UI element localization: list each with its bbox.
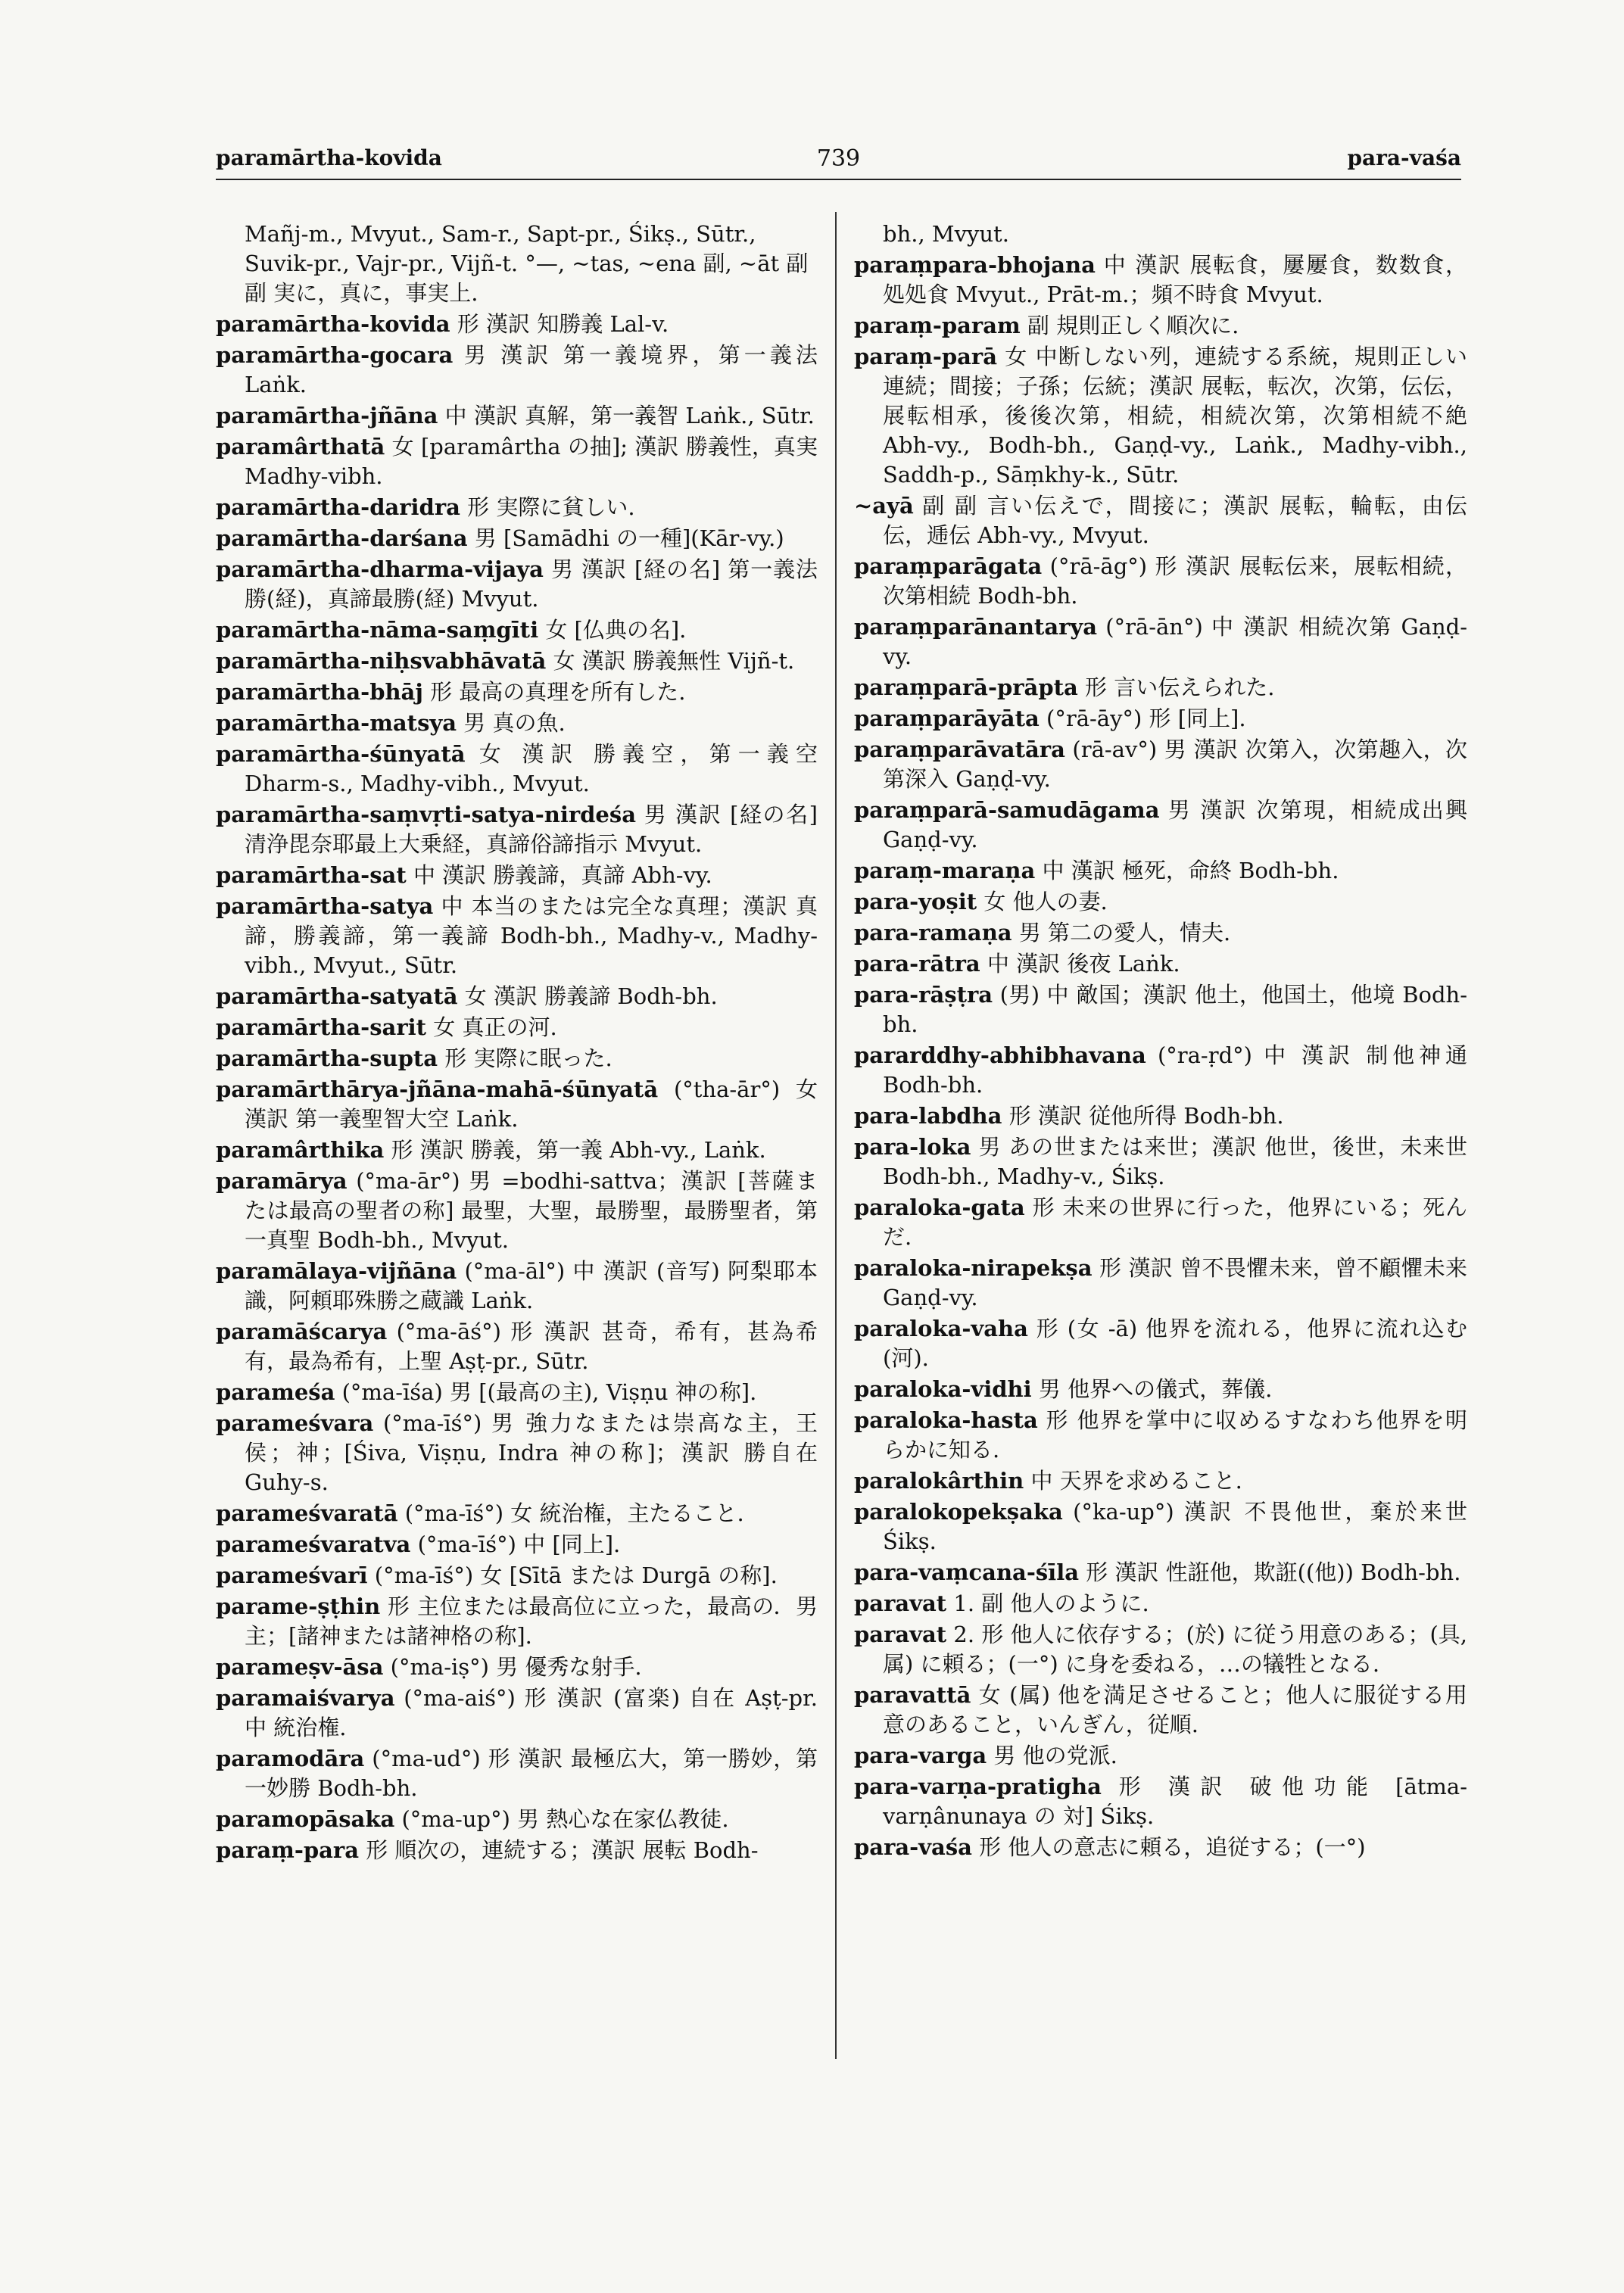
column-divider <box>835 212 837 2059</box>
definition: 男 漢訳 第一義境界，第一義法 Laṅk. <box>245 342 818 397</box>
definition: 形 漢訳 知勝義 Lal-v. <box>457 311 669 337</box>
dictionary-entry <box>216 1592 818 1651</box>
dictionary-entry <box>854 735 1467 794</box>
dictionary-entry <box>854 1314 1467 1373</box>
definition: 中 漢訳 真解，第一義智 Laṅk., Sūtr. <box>444 403 815 428</box>
definition: (°ma-iṣ°) 男 優秀な射手. <box>390 1654 642 1680</box>
headword: paraṃparā-samudāgama <box>854 797 1160 823</box>
headword: paraṃparāgata <box>854 553 1043 579</box>
dictionary-entry <box>854 918 1467 948</box>
dictionary-entry <box>854 796 1467 855</box>
dictionary-entry <box>216 1499 818 1528</box>
definition: 男 他界への儀式，葬儀. <box>1038 1376 1273 1402</box>
dictionary-entry <box>854 1041 1467 1100</box>
definition: 女 中断しない列，連続する系統，規則正しい連続；間接；子孫；伝統；漢訳 展転，転次，次第，伝伝，展転相承，後後次第，相続，相続次第，次第相続不絶 Abh-vy., Bodh-bh., Gaṇḍ-vy., Laṅk., Madhy-vibh., Saddh-p., Sāṃkhy-k., Sūtr. <box>883 344 1467 488</box>
definition: 女 [仏典の名]. <box>545 617 687 643</box>
dictionary-entry <box>854 980 1467 1039</box>
definition: (°ra-ṛd°) 中 漢訳 制他神通 Bodh-bh. <box>883 1042 1467 1098</box>
running-head <box>216 145 1461 176</box>
definition: (°rā-āg°) 形 漢訳 展転伝来，展転相続，次第相続 Bodh-bh. <box>883 553 1467 609</box>
dictionary-entry <box>216 1136 818 1165</box>
headword: paramârthika <box>216 1137 385 1163</box>
dictionary-entry <box>216 1378 818 1407</box>
dictionary-entry <box>216 524 818 553</box>
headword: parameśvarī <box>216 1562 368 1588</box>
definition: 中 漢訳 勝義諦，真諦 Abh-vy. <box>413 862 712 888</box>
definition: 中 漢訳 後夜 Laṅk. <box>987 951 1180 977</box>
headword: para-vaṃcana-śīla <box>854 1559 1080 1585</box>
definition: 形 漢訳 勝義，第一義 Abh-vy., Laṅk. <box>391 1137 766 1163</box>
definition: 形 他人の意志に頼る，追従する；(一°) <box>979 1834 1366 1860</box>
dictionary-entry <box>854 673 1467 703</box>
definition: 形 実際に眠った. <box>444 1045 613 1071</box>
definition: 形 漢訳 曾不畏懼未来，曾不顧懼未来 Gaṇḍ-vy. <box>883 1255 1468 1310</box>
dictionary-entry <box>854 1497 1467 1556</box>
dictionary-entry <box>854 1589 1467 1618</box>
dictionary-entry <box>854 1681 1467 1740</box>
definition: 女 真正の河. <box>433 1014 557 1040</box>
definition: 中 本当のまたは完全な真理；漢訳 真諦，勝義諦，第一義諦 Bodh-bh., Madhy-v., Madhy-vibh., Mvyut., Sūtr. <box>245 893 818 978</box>
running-head-left: paramārtha-kovida <box>216 145 442 170</box>
dictionary-entry <box>216 555 818 614</box>
definition: 男 漢訳 次第現，相続成出興 Gaṇḍ-vy. <box>883 797 1467 852</box>
definition: (男) 中 敵国；漢訳 他土，他国土，他境 Bodh-bh. <box>883 982 1468 1037</box>
page-number: 739 <box>816 145 861 172</box>
dictionary-entry <box>854 1741 1467 1771</box>
dictionary-entry <box>216 740 818 799</box>
definition: (°ma-ār°) 男 =bodhi-sattva；漢訳 [菩薩または最高の聖者の称] 最聖，大聖，最勝聖，最勝聖者，第一真聖 Bodh-bh., Mvyut. <box>245 1168 818 1253</box>
headword: paramārtha-nāma-saṃgīti <box>216 617 539 643</box>
headword: paramārtha-matsya <box>216 710 457 736</box>
headword: para-vaśa <box>854 1834 972 1860</box>
dictionary-entry <box>854 1101 1467 1131</box>
definition: 形 漢訳 破他功能 [ātma-varṇânunaya の 対] Śikṣ. <box>883 1774 1468 1829</box>
headword: parameśvara <box>216 1410 374 1436</box>
definition: 形 実際に貧しい. <box>467 494 635 520</box>
dictionary-entry <box>216 1013 818 1042</box>
dictionary-entry <box>854 251 1467 310</box>
headword: paravat <box>854 1590 947 1616</box>
header-rule <box>216 179 1461 180</box>
definition: 形 主位または最高位に立った，最高の．男 主；[諸神または諸神格の称]. <box>245 1594 818 1649</box>
definition: 男 漢訳 [経の名] 第一義法勝(経)，真諦最勝(経) Mvyut. <box>245 556 818 612</box>
dictionary-entry <box>216 1653 818 1682</box>
definition: (°rā-āy°) 形 [同上]. <box>1046 706 1246 731</box>
dictionary-entry <box>854 1193 1467 1252</box>
dictionary-entry <box>216 646 818 676</box>
headword: parameṣv-āsa <box>216 1654 384 1680</box>
definition: 1. 副 他人のように. <box>953 1590 1149 1616</box>
definition: 2. 形 他人に依存する；(於) に従う用意のある；(具,属) に頼る；(一°) に身を委ねる，…の犠牲となる. <box>883 1622 1467 1677</box>
headword: parame-ṣṭhin <box>216 1594 381 1619</box>
headword: paramārtha-saṃvṛti-satya-nirdeśa <box>216 802 636 827</box>
headword: paraloka-vidhi <box>854 1376 1032 1402</box>
headword: paramārtha-śūnyatā <box>216 741 466 767</box>
headword: paramārtha-sarit <box>216 1014 427 1040</box>
definition: (°ma-īśa) 男 [(最高の主), Viṣṇu 神の称]. <box>341 1379 757 1405</box>
headword: paramârthatā <box>216 434 385 460</box>
definition: 中 漢訳 展転食，屢屢食，数数食，処処食 Mvyut., Prāt-m.；頻不時食 Mvyut. <box>883 252 1468 307</box>
definition: (°ka-up°) 漢訳 不畏他世，棄於来世 Śikṣ. <box>883 1499 1468 1554</box>
dictionary-entry <box>854 1132 1467 1192</box>
headword: paramārtha-bhāj <box>216 679 423 705</box>
definition: (°ma-up°) 男 熱心な在家仏教徒. <box>401 1806 729 1832</box>
headword: paramārtha-dharma-vijaya <box>216 556 544 582</box>
dictionary-entry <box>216 432 818 491</box>
definition: 形 漢訳 従他所得 Bodh-bh. <box>1008 1103 1284 1129</box>
headword: para-rāṣṭra <box>854 982 993 1008</box>
dictionary-entry <box>216 1836 818 1865</box>
definition: 副 副 言い伝えで，間接に；漢訳 展転，輪転，由伝伝，逓伝 Abh-vy., Mvyut. <box>883 493 1468 548</box>
definition: 男 あの世または来世；漢訳 他世，後世，未来世 Bodh-bh., Madhy-v., Śikṣ. <box>883 1134 1468 1189</box>
headword: paraṃparāyāta <box>854 706 1040 731</box>
headword: paraṃparāvatāra <box>854 737 1065 762</box>
headword: parameśvaratā <box>216 1500 398 1526</box>
headword: paralokopekṣaka <box>854 1499 1063 1525</box>
dictionary-entry <box>216 341 818 400</box>
dictionary-entry <box>854 1406 1467 1465</box>
headword: paramārtha-darśana <box>216 525 468 551</box>
headword: paraloka-vaha <box>854 1316 1028 1341</box>
definition: (°ma-īś°) 男 強力なまたは崇高な主，王侯；神；[Śiva, Viṣṇu, Indra 神の称]；漢訳 勝自在 Guhy-s. <box>245 1410 818 1495</box>
dictionary-entry <box>216 892 818 980</box>
dictionary-entry <box>854 1466 1467 1496</box>
headword: paramodāra <box>216 1746 365 1771</box>
headword: paraṃ-maraṇa <box>854 858 1036 883</box>
headword: pararddhy-abhibhavana <box>854 1042 1146 1068</box>
headword: paraṃparānantarya <box>854 614 1098 640</box>
definition: 男 第二の愛人，情夫. <box>1018 920 1231 946</box>
definition: 副 規則正しく順次に. <box>1027 313 1239 338</box>
headword: paraloka-nirapekṣa <box>854 1255 1093 1281</box>
headword: paramālaya-vijñāna <box>216 1258 457 1284</box>
definition: (°ma-īś°) 女 統治権，主たること. <box>404 1500 744 1526</box>
dictionary-entry <box>216 401 818 431</box>
definition: (°tha-ār°) 女 漢訳 第一義聖智大空 Laṅk. <box>245 1076 818 1132</box>
definition: 形 最高の真理を所有した. <box>430 679 686 705</box>
headword: paramārtha-sat <box>216 862 407 888</box>
headword: paraṃ-para <box>216 1837 359 1863</box>
dictionary-entry <box>854 491 1467 550</box>
headword: paramārtha-satyatā <box>216 983 458 1009</box>
definition: 形 順次の，連続する；漢訳 展転 Bodh- <box>366 1837 759 1863</box>
headword: para-varṇa-pratigha <box>854 1774 1102 1799</box>
headword: paramārthārya-jñāna-mahā-śūnyatā <box>216 1076 659 1102</box>
definition: 形 他界を掌中に収めるすなわち他界を明らかに知る. <box>883 1407 1467 1463</box>
headword: paramārtha-jñāna <box>216 403 438 428</box>
headword: para-rātra <box>854 951 980 977</box>
headword: ~ayā <box>854 493 914 519</box>
headword: para-varga <box>854 1743 987 1768</box>
definition: (°ma-īś°) 女 [Sītā または Durgā の称]. <box>374 1562 778 1588</box>
definition: 中 漢訳 極死，命終 Bodh-bh. <box>1042 858 1339 883</box>
dictionary-entry <box>216 1684 818 1743</box>
dictionary-entry <box>216 861 818 890</box>
dictionary-entry <box>854 342 1467 490</box>
headword: para-ramaṇa <box>854 920 1012 946</box>
headword: paramārya <box>216 1168 348 1194</box>
definition: 男 他の党派. <box>993 1743 1117 1768</box>
dictionary-entry <box>216 1167 818 1255</box>
headword: para-loka <box>854 1134 971 1160</box>
definition: 女 (属) 他を満足させること；他人に服従する用意のあること，いんぎん，従順. <box>883 1682 1467 1737</box>
definition: (°ma-āl°) 中 漢訳 (音写) 阿梨耶本識，阿頼耶殊勝之蔵識 Laṅk. <box>245 1258 818 1313</box>
dictionary-entry <box>216 1744 818 1803</box>
running-head-right: para-vaśa <box>1347 145 1461 170</box>
definition: (°ma-ud°) 形 漢訳 最極広大，第一勝妙，第一妙勝 Bodh-bh. <box>245 1746 818 1801</box>
dictionary-entry <box>216 982 818 1011</box>
headword: para-yoṣit <box>854 889 977 914</box>
definition: 女 [paramârtha の抽]; 漢訳 勝義性，真実 Madhy-vibh. <box>245 434 818 489</box>
dictionary-entry <box>854 311 1467 341</box>
definition: 女 漢訳 勝義無性 Vijñ-t. <box>553 648 795 674</box>
dictionary-entry <box>216 1805 818 1834</box>
dictionary-entry <box>854 1558 1467 1587</box>
headword: paramaiśvarya <box>216 1685 395 1711</box>
dictionary-entry <box>216 1044 818 1073</box>
headword: paraṃ-param <box>854 313 1021 338</box>
left-column <box>216 220 818 1867</box>
definition: (°ma-aiś°) 形 漢訳 (富楽) 自在 Aṣṭ-pr. 中 統治権. <box>245 1685 818 1740</box>
dictionary-entry <box>216 1257 818 1316</box>
definition: 男 真の魚. <box>463 710 566 736</box>
dictionary-entry <box>216 678 818 707</box>
dictionary-entry <box>216 310 818 339</box>
headword: paraṃ-parā <box>854 344 997 369</box>
dictionary-entry <box>216 615 818 645</box>
definition: (°ma-āś°) 形 漢訳 甚奇，希有，甚為希有，最為希有，上聖 Aṣṭ-pr., Sūtr. <box>245 1319 818 1374</box>
definition: 男 漢訳 [経の名] 清浄毘奈耶最上大乗経，真諦俗諦指示 Mvyut. <box>245 802 818 857</box>
dictionary-entry <box>854 1772 1467 1831</box>
headword: paravattā <box>854 1682 971 1708</box>
headword: paramārtha-niḥsvabhāvatā <box>216 648 547 674</box>
definition: (°rā-ān°) 中 漢訳 相続次第 Gaṇḍ-vy. <box>883 614 1468 669</box>
headword: parameśvaratva <box>216 1531 411 1557</box>
definition: (rā-av°) 男 漢訳 次第入，次第趣入，次第深入 Gaṇḍ-vy. <box>883 737 1467 792</box>
headword: paramāścarya <box>216 1319 388 1344</box>
dictionary-entry <box>216 1561 818 1590</box>
continuation-text: bh., Mvyut. <box>883 221 1009 247</box>
dictionary-entry <box>854 1254 1467 1313</box>
definition: 形 (女 -ā) 他界を流れる，他界に流れ込む(河). <box>883 1316 1468 1371</box>
dictionary-entry <box>854 612 1467 671</box>
headword: paramārtha-supta <box>216 1045 438 1071</box>
definition: 女 他人の妻. <box>983 889 1108 914</box>
dictionary-entry <box>854 704 1467 734</box>
headword: paraṃpara-bhojana <box>854 252 1096 278</box>
definition: 形 言い伝えられた. <box>1085 675 1275 700</box>
dictionary-entry <box>854 552 1467 611</box>
headword: paramārtha-daridra <box>216 494 460 520</box>
dictionary-entry <box>854 1620 1467 1679</box>
definition: 女 漢訳 勝義諦 Bodh-bh. <box>464 983 718 1009</box>
dictionary-entry <box>216 493 818 522</box>
dictionary-entry <box>216 1075 818 1134</box>
dictionary-entry <box>216 1530 818 1559</box>
headword: paramārtha-gocara <box>216 342 454 368</box>
dictionary-entry <box>216 1317 818 1376</box>
dictionary-entry <box>854 856 1467 886</box>
headword: paraloka-gata <box>854 1195 1025 1220</box>
headword: paramārtha-satya <box>216 893 434 919</box>
right-column <box>854 220 1467 1864</box>
definition: (°ma-īś°) 中 [同上]. <box>417 1531 621 1557</box>
headword: paralokârthin <box>854 1468 1024 1494</box>
definition: 女 漢訳 勝義空，第一義空 Dharm-s., Madhy-vibh., Mvyut. <box>245 741 818 796</box>
headword: paramopāsaka <box>216 1806 395 1832</box>
headword: parameśa <box>216 1379 335 1405</box>
dictionary-entry <box>854 949 1467 979</box>
definition: 中 天界を求めること. <box>1030 1468 1242 1494</box>
dictionary-entry <box>854 887 1467 917</box>
headword: paravat <box>854 1622 947 1647</box>
dictionary-entry <box>216 709 818 738</box>
definition: 形 未来の世界に行った，他界にいる；死んだ. <box>883 1195 1467 1250</box>
dictionary-entry <box>216 1409 818 1497</box>
headword: paraloka-hasta <box>854 1407 1038 1433</box>
headword: paraṃparā-prāpta <box>854 675 1078 700</box>
headword: para-labdha <box>854 1103 1002 1129</box>
headword: paramārtha-kovida <box>216 311 450 337</box>
definition: 形 漢訳 性誑他，欺誑((他)) Bodh-bh. <box>1086 1559 1461 1585</box>
dictionary-entry <box>854 1375 1467 1404</box>
definition: 男 [Samādhi の一種](Kār-vy.) <box>474 525 784 551</box>
dictionary-entry <box>854 1833 1467 1862</box>
dictionary-entry <box>216 800 818 859</box>
continuation-text: Mañj-m., Mvyut., Sam-r., Sapt-pr., Śikṣ., Sūtr., Suvik-pr., Vajr-pr., Vijñ-t. °—, ~tas, ~ena 副, ~āt 副 副 実に，真に，事実上. <box>245 221 809 306</box>
